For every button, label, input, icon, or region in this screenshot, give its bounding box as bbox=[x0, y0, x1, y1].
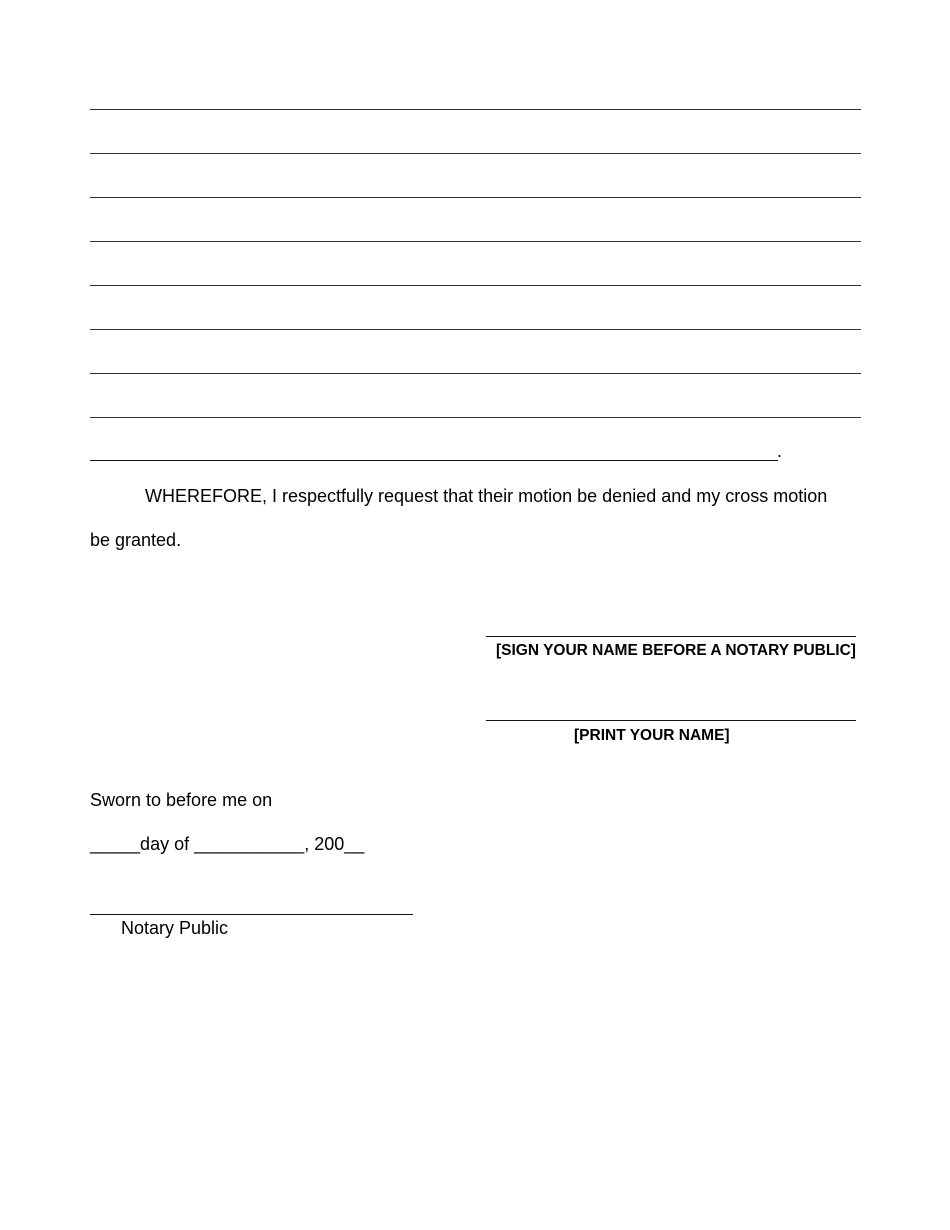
signature-caption: [SIGN YOUR NAME BEFORE A NOTARY PUBLIC] bbox=[496, 642, 856, 659]
line-terminator: . bbox=[777, 441, 783, 461]
blank-line-4 bbox=[90, 241, 861, 242]
print-name-caption: [PRINT YOUR NAME] bbox=[574, 727, 730, 744]
blank-line-5 bbox=[90, 285, 861, 286]
signature-line bbox=[486, 636, 856, 637]
notary-caption: Notary Public bbox=[121, 918, 229, 938]
blank-line-7 bbox=[90, 373, 861, 374]
blank-line-1 bbox=[90, 109, 861, 110]
notary-signature-line bbox=[90, 914, 413, 915]
sworn-date-line: _____day of ___________, 200__ bbox=[90, 834, 365, 854]
print-name-line bbox=[486, 720, 856, 721]
blank-line-6 bbox=[90, 329, 861, 330]
blank-line-3 bbox=[90, 197, 861, 198]
wherefore-line-1: WHEREFORE, I respectfully request that their motion be denied and my cross motion bbox=[145, 486, 828, 506]
sworn-text: Sworn to before me on bbox=[90, 790, 273, 810]
wherefore-line-2: be granted. bbox=[90, 530, 182, 550]
blank-line-2 bbox=[90, 153, 861, 154]
blank-line-8 bbox=[90, 417, 861, 418]
blank-line-9 bbox=[90, 460, 778, 461]
